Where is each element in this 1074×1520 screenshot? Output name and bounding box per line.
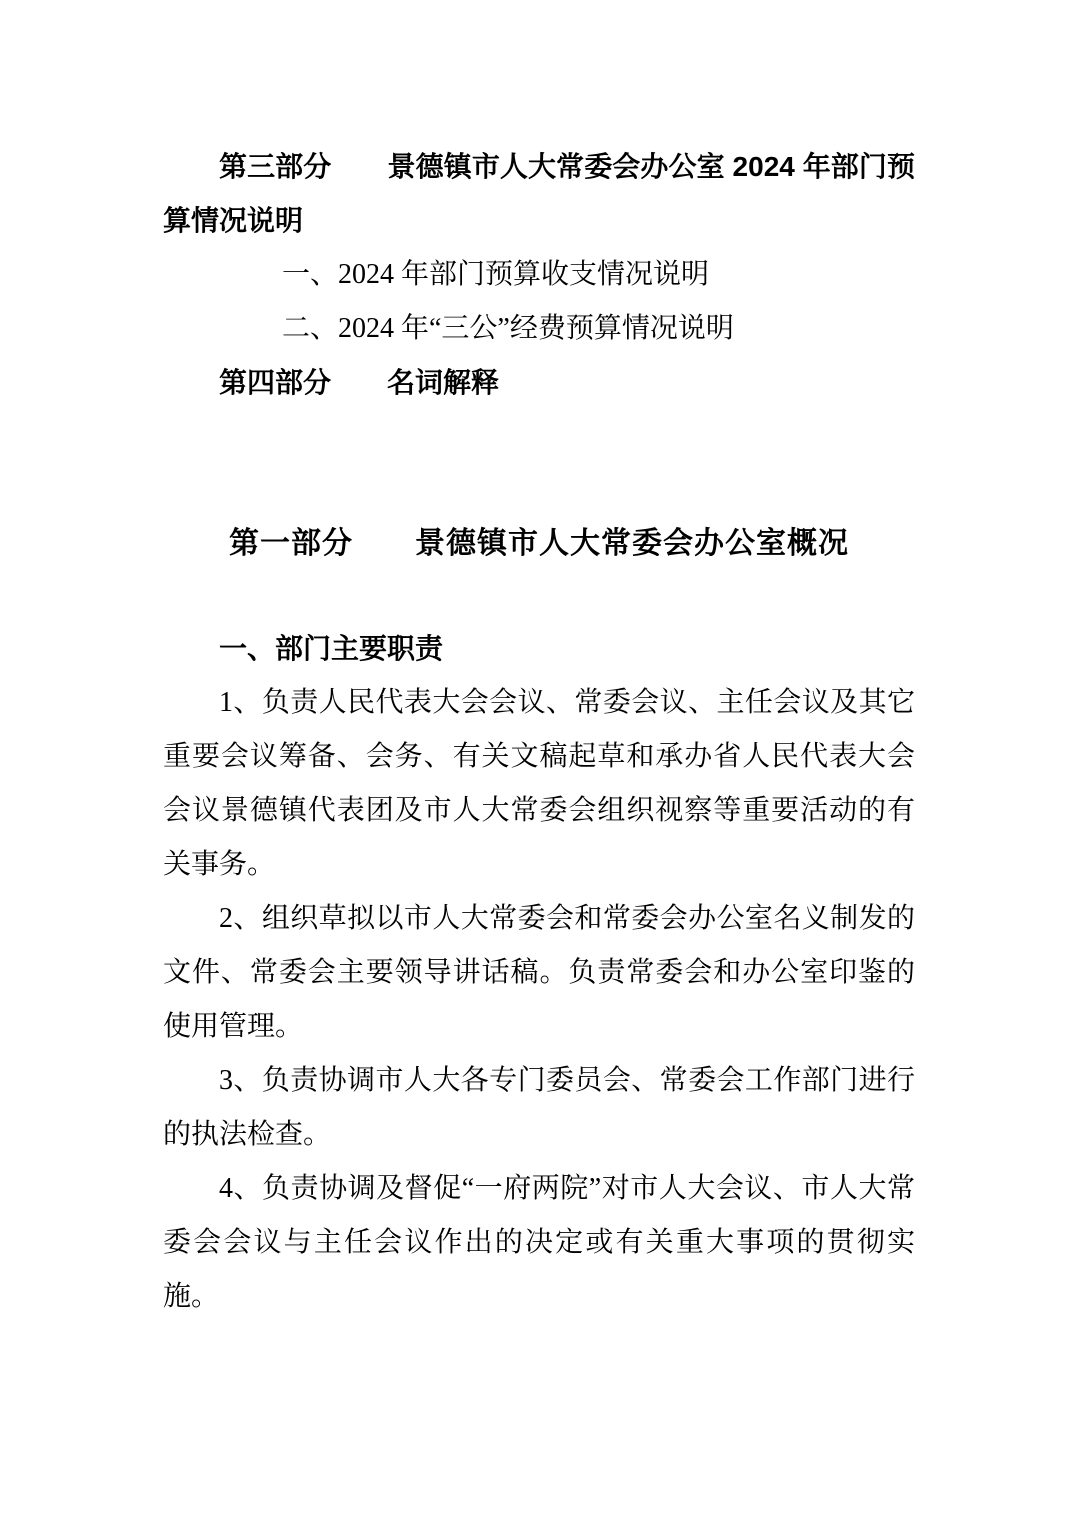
duty-paragraph-1: 1、负责人民代表大会会议、常委会议、主任会议及其它重要会议筹备、会务、有关文稿起草和承办省人民代表大会会议景德镇代表团及市人大常委会组织视察等重要活动的有关事务。: [163, 687, 915, 880]
toc-part4-heading: 第四部分 名词解释: [219, 367, 500, 398]
toc-part3-heading: 第三部分 景德镇市人大常委会办公室 2024 年部门预算情况说明: [163, 151, 915, 236]
duty-paragraph-2: 2、组织草拟以市人大常委会和常委会办公室名义制发的文件、常委会主要领导讲话稿。负责常委会和办公室印鉴的使用管理。: [163, 903, 915, 1042]
toc-item-budget-revenue-expenditure: 一、2024 年部门预算收支情况说明: [282, 259, 710, 290]
duty-paragraph-3: 3、负责协调市人大各专门委员会、常委会工作部门进行的执法检查。: [163, 1065, 915, 1150]
part1-title: 第一部分 景德镇市人大常委会办公室概况: [229, 527, 849, 560]
section-heading-main-duties: 一、部门主要职责: [219, 633, 444, 664]
toc-item-three-public-expenses: 二、2024 年“三公”经费预算情况说明: [282, 313, 734, 344]
duty-paragraph-4: 4、负责协调及督促“一府两院”对市人大会议、市人大常委会会议与主任会议作出的决定或有关重大事项的贯彻实施。: [163, 1173, 915, 1312]
